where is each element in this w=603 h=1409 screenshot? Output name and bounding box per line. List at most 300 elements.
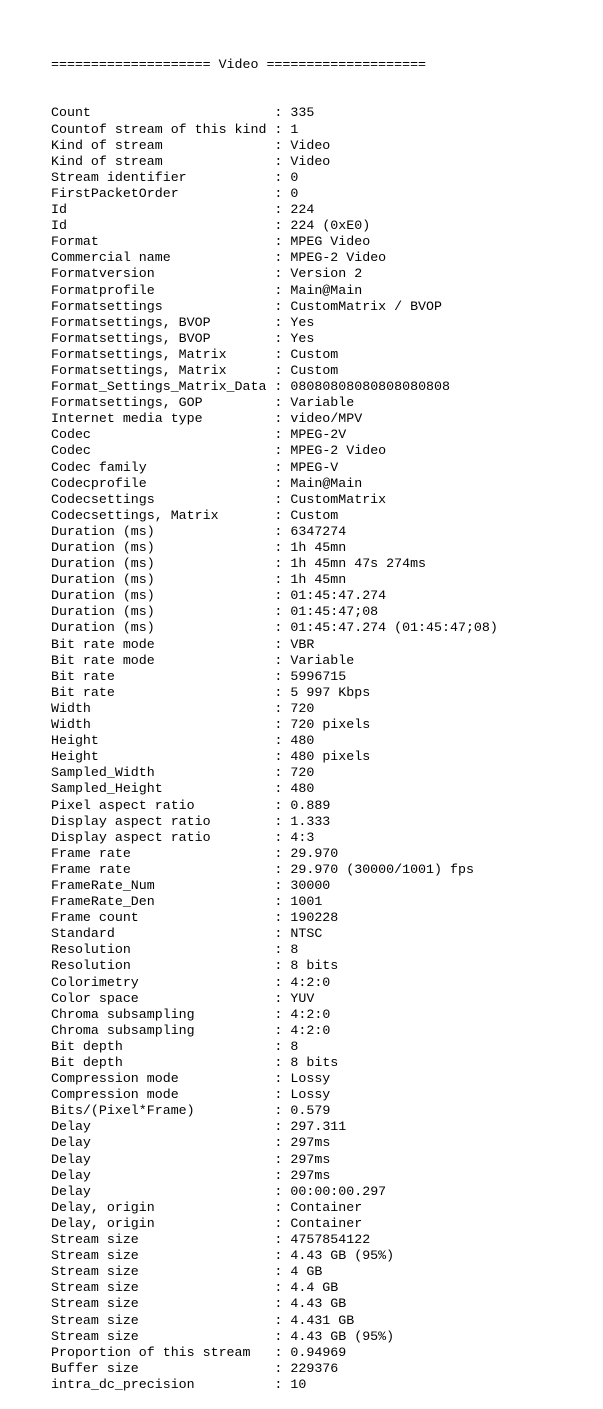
info-value: 480 — [290, 781, 315, 797]
info-value: 224 — [290, 202, 315, 218]
info-key: Resolution — [51, 958, 131, 974]
info-row — [51, 653, 498, 669]
info-row — [51, 283, 498, 299]
key-padding: : — [210, 829, 291, 845]
key-padding: : — [154, 266, 291, 282]
key-padding: : — [154, 620, 291, 636]
info-row — [51, 942, 498, 958]
info-key: Duration (ms) — [51, 572, 155, 588]
key-padding: : — [154, 282, 291, 298]
info-row — [51, 508, 498, 524]
info-key: Formatsettings, Matrix — [51, 346, 227, 362]
info-key: Format — [51, 234, 99, 250]
info-row — [51, 1377, 498, 1393]
info-key: Count — [51, 105, 91, 121]
key-padding: : — [154, 652, 291, 668]
key-padding: : — [226, 346, 291, 362]
info-value: 4:2:0 — [290, 974, 331, 990]
key-padding: : — [98, 733, 291, 749]
info-row — [51, 202, 498, 218]
info-row — [51, 765, 498, 781]
info-row — [51, 556, 498, 572]
info-key: Countof stream of this kind — [51, 121, 267, 137]
info-key: FrameRate_Den — [51, 894, 155, 910]
info-row — [51, 1280, 498, 1296]
info-value: 4 GB — [290, 1264, 323, 1280]
info-value: Variable — [290, 395, 355, 411]
key-padding: : — [138, 1264, 291, 1280]
info-value: Version 2 — [290, 266, 363, 282]
info-key: Bit rate — [51, 668, 115, 684]
key-padding: : — [66, 202, 291, 218]
info-row — [51, 1313, 498, 1329]
info-key: Sampled_Height — [51, 781, 163, 797]
info-value: 1 — [290, 121, 299, 137]
info-value: Custom — [290, 507, 339, 523]
info-value: 4:3 — [290, 829, 315, 845]
info-key: FirstPacketOrder — [51, 185, 179, 201]
info-row — [51, 460, 498, 476]
info-value: 229376 — [290, 1360, 339, 1376]
key-padding: : — [170, 250, 291, 266]
key-padding: : — [130, 861, 291, 877]
key-padding: : — [154, 540, 291, 555]
key-padding: : — [146, 475, 291, 491]
info-row — [51, 492, 498, 508]
info-key: Formatsettings, BVOP — [51, 330, 211, 346]
info-value: 720 — [290, 765, 315, 781]
info-key: Delay, origin — [51, 1215, 155, 1231]
info-value: 30000 — [290, 877, 331, 893]
info-key: Bit rate — [51, 684, 115, 700]
info-key: Commercial name — [51, 250, 171, 266]
info-value: 08080808080808080808 — [290, 379, 450, 395]
info-value: Container — [290, 1199, 363, 1215]
info-key: Stream size — [51, 1280, 139, 1296]
info-value: 29.970 (30000/1001) fps — [290, 861, 474, 877]
info-row — [51, 1216, 498, 1232]
info-value: Lossy — [290, 1071, 331, 1087]
info-key: Delay, origin — [51, 1199, 155, 1215]
info-value: CustomMatrix — [290, 491, 387, 507]
key-padding: : — [162, 153, 291, 169]
info-row — [51, 315, 498, 331]
key-padding: : — [162, 137, 291, 153]
key-padding: : — [90, 1119, 291, 1135]
info-value: 0.579 — [290, 1103, 331, 1119]
info-key: Formatsettings, Matrix — [51, 362, 227, 378]
info-key: Format_Settings_Matrix_Data — [51, 379, 267, 395]
key-padding: : — [90, 700, 291, 716]
info-key: Codecprofile — [51, 475, 147, 491]
info-key: Codec family — [51, 459, 147, 475]
info-value: 720 pixels — [290, 717, 371, 733]
info-key: Formatsettings — [51, 298, 163, 314]
info-value: Container — [290, 1215, 363, 1231]
info-row — [51, 749, 498, 765]
info-value: 00:00:00.297 — [290, 1183, 387, 1199]
key-padding: : — [194, 1376, 291, 1392]
info-key: Formatversion — [51, 266, 155, 282]
info-value: Main@Main — [290, 475, 363, 491]
info-value: 8 — [290, 1038, 299, 1054]
info-key: Codec — [51, 427, 91, 443]
key-padding: : — [138, 990, 291, 1006]
info-value: 297.311 — [290, 1119, 347, 1135]
key-padding: : — [178, 185, 291, 201]
key-padding: : — [90, 1183, 291, 1199]
info-key: Proportion of this stream — [51, 1344, 251, 1360]
info-key: Formatsettings, GOP — [51, 395, 203, 411]
info-value: Custom — [290, 362, 339, 378]
info-value: MPEG-V — [290, 459, 339, 475]
info-key: Display aspect ratio — [51, 813, 211, 829]
info-row — [51, 604, 498, 620]
info-row — [51, 958, 498, 974]
info-row — [51, 717, 498, 733]
key-padding: : — [154, 523, 291, 539]
info-row — [51, 1135, 498, 1151]
key-padding: : — [162, 298, 291, 314]
info-value: NTSC — [290, 926, 323, 942]
key-padding: : — [154, 877, 291, 893]
info-row — [51, 1361, 498, 1377]
key-padding: : — [154, 491, 291, 507]
info-value: 1001 — [290, 894, 323, 910]
info-key: Bit rate mode — [51, 636, 155, 652]
info-row — [51, 347, 498, 363]
key-padding: : — [194, 1022, 291, 1038]
info-value: 480 pixels — [290, 749, 371, 765]
info-value: MPEG-2 Video — [290, 443, 387, 459]
key-padding: : — [114, 668, 291, 684]
info-row — [51, 733, 498, 749]
info-value: Main@Main — [290, 282, 363, 298]
info-row — [51, 588, 498, 604]
info-row — [51, 975, 498, 991]
info-key: Codec — [51, 443, 91, 459]
info-key: Chroma subsampling — [51, 1006, 195, 1022]
info-value: 29.970 — [290, 845, 339, 861]
info-row — [51, 443, 498, 459]
info-key: Formatsettings, BVOP — [51, 314, 211, 330]
info-row — [51, 1103, 498, 1119]
info-row — [51, 1007, 498, 1023]
info-value: Yes — [290, 314, 315, 330]
key-padding: : — [178, 1087, 291, 1103]
key-padding: : — [210, 813, 291, 829]
info-row — [51, 363, 498, 379]
key-padding: : — [218, 507, 291, 523]
info-key: Kind of stream — [51, 137, 163, 153]
info-key: Duration (ms) — [51, 604, 155, 620]
info-key: Height — [51, 733, 99, 749]
info-value: 480 — [290, 733, 315, 749]
info-row — [51, 170, 498, 186]
info-value: 1h 45mn 47s 274ms — [290, 556, 427, 572]
key-padding: : — [154, 604, 291, 620]
info-value: Custom — [290, 346, 339, 362]
info-row — [51, 862, 498, 878]
info-key: Delay — [51, 1151, 91, 1167]
info-key: Bit rate mode — [51, 652, 155, 668]
info-value: 8 bits — [290, 1055, 339, 1070]
info-key: Id — [51, 218, 67, 234]
info-key: Resolution — [51, 942, 131, 958]
info-value: MPEG-2 Video — [290, 250, 387, 266]
info-value: 4.43 GB — [290, 1296, 347, 1312]
info-key: Stream size — [51, 1328, 139, 1344]
info-key: Delay — [51, 1135, 91, 1151]
key-padding: : — [138, 910, 291, 926]
info-key: Stream size — [51, 1264, 139, 1280]
key-padding: : — [154, 588, 291, 604]
info-row — [51, 105, 498, 121]
key-padding: : — [138, 1312, 291, 1328]
info-row — [51, 781, 498, 797]
info-row — [51, 266, 498, 282]
info-key: Frame rate — [51, 861, 131, 877]
info-row — [51, 701, 498, 717]
key-padding: : — [114, 926, 291, 942]
info-row — [51, 1087, 498, 1103]
info-row — [51, 1039, 498, 1055]
info-value: 01:45:47.274 (01:45:47;08) — [290, 620, 498, 636]
key-padding: : — [154, 1199, 291, 1215]
info-row — [51, 476, 498, 492]
info-value: 1h 45mn — [290, 572, 347, 588]
key-padding: : — [130, 958, 291, 974]
info-value: 0 — [290, 185, 299, 201]
key-padding: : — [146, 459, 291, 475]
info-row — [51, 846, 498, 862]
info-row — [51, 1184, 498, 1200]
info-row — [51, 427, 498, 443]
info-value: 224 (0xE0) — [290, 218, 371, 234]
info-row — [51, 991, 498, 1007]
info-key: Bit depth — [51, 1055, 123, 1070]
info-row — [51, 1248, 498, 1264]
info-value: 0.94969 — [290, 1344, 347, 1360]
info-row — [51, 395, 498, 411]
key-padding: : — [90, 1135, 291, 1151]
info-row — [51, 154, 498, 170]
info-key: Bits/(Pixel*Frame) — [51, 1103, 195, 1119]
info-value: 190228 — [290, 910, 339, 926]
info-value: Video — [290, 153, 331, 169]
info-value: MPEG Video — [290, 234, 371, 250]
info-key: Duration (ms) — [51, 540, 155, 555]
key-padding: : — [210, 330, 291, 346]
info-row — [51, 1329, 498, 1345]
key-padding: : — [266, 379, 291, 395]
key-padding: : — [90, 1167, 291, 1183]
key-padding: : — [138, 1328, 291, 1344]
info-key: Pixel aspect ratio — [51, 797, 195, 813]
key-padding: : — [186, 169, 291, 185]
info-value: 297ms — [290, 1167, 331, 1183]
info-value: Yes — [290, 330, 315, 346]
info-value: Variable — [290, 652, 355, 668]
info-row — [51, 669, 498, 685]
key-padding: : — [138, 1296, 291, 1312]
info-row — [51, 1345, 498, 1361]
key-padding: : — [154, 556, 291, 572]
info-key: Stream size — [51, 1248, 139, 1264]
info-value: 4.4 GB — [290, 1280, 339, 1296]
info-value: 01:45:47.274 — [290, 588, 387, 604]
key-padding: : — [138, 1248, 291, 1264]
key-padding: : — [138, 974, 291, 990]
info-value: 297ms — [290, 1135, 331, 1151]
info-row — [51, 379, 498, 395]
info-key: Stream size — [51, 1312, 139, 1328]
info-row — [51, 1200, 498, 1216]
info-value: 1.333 — [290, 813, 331, 829]
info-row — [51, 1119, 498, 1135]
info-key: Duration (ms) — [51, 588, 155, 604]
key-padding: : — [90, 105, 291, 121]
info-value: 4:2:0 — [290, 1022, 331, 1038]
info-value: Video — [290, 137, 331, 153]
info-key: Duration (ms) — [51, 620, 155, 636]
info-row — [51, 1264, 498, 1280]
info-row — [51, 411, 498, 427]
info-value: 01:45:47;08 — [290, 604, 379, 620]
key-padding: : — [154, 636, 291, 652]
info-key: Frame count — [51, 910, 139, 926]
info-row — [51, 1232, 498, 1248]
info-row — [51, 830, 498, 846]
info-row — [51, 299, 498, 315]
info-key: Formatprofile — [51, 282, 155, 298]
key-padding: : — [194, 797, 291, 813]
info-value: 6347274 — [290, 523, 347, 539]
info-row — [51, 331, 498, 347]
info-value: 4757854122 — [290, 1232, 371, 1248]
key-padding: : — [226, 362, 291, 378]
info-key: Stream identifier — [51, 169, 187, 185]
info-row — [51, 234, 498, 250]
info-value: MPEG-2V — [290, 427, 347, 443]
key-padding: : — [154, 572, 291, 588]
info-value: 0.889 — [290, 797, 331, 813]
info-key: Chroma subsampling — [51, 1022, 195, 1038]
info-key: Frame rate — [51, 845, 131, 861]
info-row — [51, 1023, 498, 1039]
info-value: 4:2:0 — [290, 1006, 331, 1022]
info-row — [51, 1296, 498, 1312]
key-padding: : — [138, 1232, 291, 1248]
info-key: Compression mode — [51, 1087, 179, 1103]
info-row — [51, 798, 498, 814]
media-info-report — [51, 25, 498, 1409]
key-padding: : — [122, 1055, 291, 1070]
info-row — [51, 685, 498, 701]
info-key: Colorimetry — [51, 974, 139, 990]
info-row — [51, 186, 498, 202]
info-key: Sampled_Width — [51, 765, 155, 781]
info-row — [51, 1152, 498, 1168]
key-padding: : — [194, 1103, 291, 1119]
info-key: Compression mode — [51, 1071, 179, 1087]
key-padding: : — [66, 218, 291, 234]
key-padding: : — [122, 1038, 291, 1054]
key-padding: : — [250, 1344, 291, 1360]
info-row — [51, 1168, 498, 1184]
info-row — [51, 878, 498, 894]
key-padding: : — [154, 894, 291, 910]
key-padding: : — [90, 1151, 291, 1167]
info-row — [51, 637, 498, 653]
info-key: intra_dc_precision — [51, 1376, 195, 1392]
info-key: Codecsettings — [51, 491, 155, 507]
info-key: Width — [51, 717, 91, 733]
info-key: Color space — [51, 990, 139, 1006]
info-value: 4.431 GB — [290, 1312, 355, 1328]
info-row — [51, 814, 498, 830]
info-row — [51, 540, 498, 556]
info-key: Id — [51, 202, 67, 218]
info-value: video/MPV — [290, 411, 363, 427]
info-row — [51, 894, 498, 910]
key-padding: : — [154, 765, 291, 781]
info-value: 8 — [290, 942, 299, 958]
info-row — [51, 218, 498, 234]
info-value: 8 bits — [290, 958, 339, 974]
info-row — [51, 138, 498, 154]
key-padding: : — [154, 1215, 291, 1231]
info-key: Duration (ms) — [51, 523, 155, 539]
info-row — [51, 910, 498, 926]
info-key: FrameRate_Num — [51, 877, 155, 893]
info-rows — [51, 105, 498, 1393]
key-padding: : — [114, 684, 291, 700]
info-value: 1h 45mn — [290, 540, 347, 555]
info-row — [51, 926, 498, 942]
key-padding: : — [90, 443, 291, 459]
key-padding: : — [138, 1280, 291, 1296]
info-key: Stream size — [51, 1232, 139, 1248]
key-padding: : — [98, 234, 291, 250]
info-key: Height — [51, 749, 99, 765]
key-padding: : — [98, 749, 291, 765]
info-row — [51, 572, 498, 588]
info-row — [51, 122, 498, 138]
info-value: 4.43 GB (95%) — [290, 1328, 395, 1344]
key-padding: : — [130, 845, 291, 861]
info-row — [51, 620, 498, 636]
info-key: Delay — [51, 1119, 91, 1135]
info-key: Internet media type — [51, 411, 203, 427]
key-padding: : — [90, 427, 291, 443]
info-key: Duration (ms) — [51, 556, 155, 572]
info-row — [51, 1055, 498, 1071]
info-value: YUV — [290, 990, 315, 1006]
key-padding: : — [194, 1006, 291, 1022]
info-key: Delay — [51, 1183, 91, 1199]
info-value: Lossy — [290, 1087, 331, 1103]
key-padding: : — [266, 121, 291, 137]
info-key: Width — [51, 700, 91, 716]
key-padding: : — [138, 1360, 291, 1376]
info-value: 5996715 — [290, 668, 347, 684]
info-key: Codecsettings, Matrix — [51, 507, 219, 523]
key-padding: : — [178, 1071, 291, 1087]
info-key: Buffer size — [51, 1360, 139, 1376]
info-key: Stream size — [51, 1296, 139, 1312]
info-key: Standard — [51, 926, 115, 942]
